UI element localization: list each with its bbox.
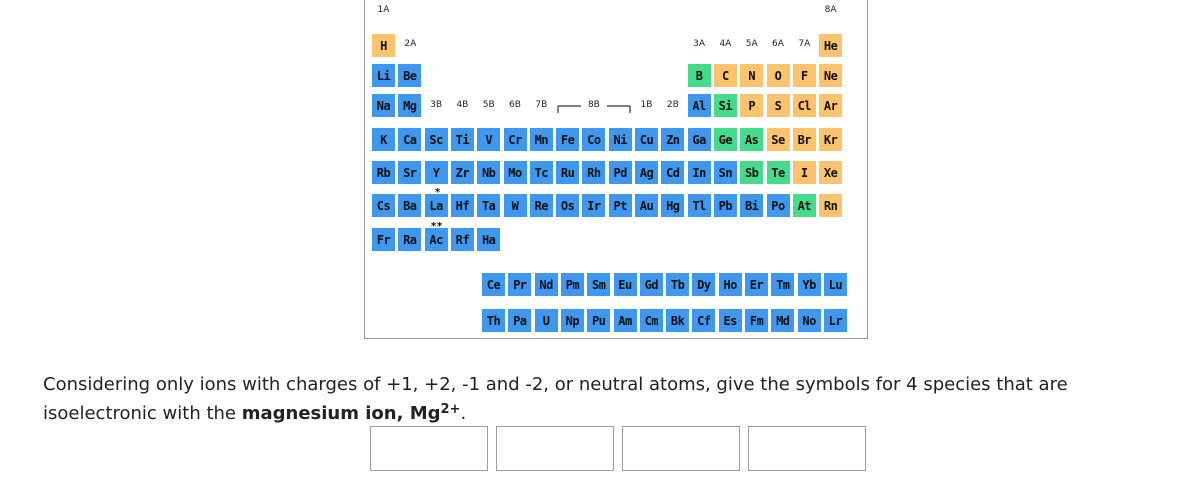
element-pb[interactable]: Pb [714,194,737,217]
element-pt[interactable]: Pt [609,194,632,217]
element-gd[interactable]: Gd [640,273,663,296]
group-label-g8: 8B [587,100,600,110]
element-zn[interactable]: Zn [661,128,684,151]
element-pd[interactable]: Pd [609,161,632,184]
element-mn[interactable]: Mn [530,128,553,151]
element-se[interactable]: Se [767,128,790,151]
group-label-g13: 3A [693,39,706,49]
element-o[interactable]: O [767,64,790,87]
element-hg[interactable]: Hg [661,194,684,217]
element-ge[interactable]: Ge [714,128,737,151]
answer-input-1[interactable] [370,426,488,471]
element-fe[interactable]: Fe [556,128,579,151]
element-os[interactable]: Os [556,194,579,217]
question-end: . [460,403,467,424]
element-dy[interactable]: Dy [692,273,715,296]
group-label-g18: 8A [824,5,837,15]
element-nb[interactable]: Nb [477,161,500,184]
element-pm[interactable]: Pm [561,273,584,296]
group-label-g11: 1B [640,100,653,110]
element-yb[interactable]: Yb [798,273,821,296]
group-label-g14: 4A [719,39,732,49]
element-h[interactable]: H [372,34,395,57]
element-lu[interactable]: Lu [824,273,847,296]
element-n[interactable]: N [740,64,763,87]
element-er[interactable]: Er [745,273,768,296]
element-th[interactable]: Th [482,309,505,332]
element-w[interactable]: W [504,194,527,217]
element-no[interactable]: No [798,309,821,332]
element-sb[interactable]: Sb [740,161,763,184]
element-ho[interactable]: Ho [719,273,742,296]
element-ga[interactable]: Ga [688,128,711,151]
element-fm[interactable]: Fm [745,309,768,332]
element-pa[interactable]: Pa [508,309,531,332]
periodic-table [364,0,868,339]
element-cm[interactable]: Cm [640,309,663,332]
ion-name [242,403,461,424]
group-label-g1: 1A [377,5,390,15]
group-label-g15: 5A [745,39,758,49]
element-sc[interactable]: Sc [425,128,448,151]
element-sn[interactable]: Sn [714,161,737,184]
element-xe[interactable]: Xe [819,161,842,184]
element-re[interactable]: Re [530,194,553,217]
group-8b-bracket [555,104,635,116]
element-eu[interactable]: Eu [614,273,637,296]
element-p[interactable]: P [740,94,763,117]
element-tb[interactable]: Tb [666,273,689,296]
element-am[interactable]: Am [614,309,637,332]
element-hf[interactable]: Hf [451,194,474,217]
element-ra[interactable]: Ra [398,228,421,251]
question-main: Considering only ions with charges of +1, +2, -1 and -2, or neutral atoms, give the symbols for 4 species that are isoelectronic with the [43,374,1068,424]
element-md[interactable]: Md [771,309,794,332]
element-na[interactable]: Na [372,94,395,117]
element-rh[interactable]: Rh [582,161,605,184]
element-ta[interactable]: Ta [477,194,500,217]
element-sm[interactable]: Sm [587,273,610,296]
element-rf[interactable]: Rf [451,228,474,251]
group-label-g17: 7A [798,39,811,49]
group-label-g16: 6A [772,39,784,49]
element-ba[interactable]: Ba [398,194,421,217]
element-s[interactable]: S [767,94,790,117]
element-ne[interactable]: Ne [819,64,842,87]
element-cd[interactable]: Cd [661,161,684,184]
element-cl[interactable]: Cl [793,94,816,117]
ion-charge: 2+ [440,402,461,417]
group-label-g2: 2A [404,39,417,49]
element-co[interactable]: Co [582,128,605,151]
element-ac[interactable]: Ac [425,228,448,251]
element-i[interactable]: I [793,161,816,184]
element-po[interactable]: Po [767,194,790,217]
element-al[interactable]: Al [688,94,711,117]
element-k[interactable]: K [372,128,395,151]
group-label-g7: 7B [535,100,548,110]
element-la[interactable]: La [425,194,448,217]
element-ru[interactable]: Ru [556,161,579,184]
element-bi[interactable]: Bi [740,194,763,217]
element-ir[interactable]: Ir [582,194,605,217]
element-ni[interactable]: Ni [609,128,632,151]
element-pu[interactable]: Pu [587,309,610,332]
element-he[interactable]: He [819,34,842,57]
group-label-g5: 5B [482,100,495,110]
element-in[interactable]: In [688,161,711,184]
answer-input-2[interactable] [496,426,614,471]
element-v[interactable]: V [477,128,500,151]
element-au[interactable]: Au [635,194,658,217]
element-as[interactable]: As [740,128,763,151]
element-tl[interactable]: Tl [688,194,711,217]
element-be[interactable]: Be [398,64,421,87]
element-y[interactable]: Y [425,161,448,184]
element-si[interactable]: Si [714,94,737,117]
element-fr[interactable]: Fr [372,228,395,251]
lanthanide-marker: * [434,187,441,198]
element-c[interactable]: C [714,64,737,87]
answer-input-4[interactable] [748,426,866,471]
element-li[interactable]: Li [372,64,395,87]
element-es[interactable]: Es [719,309,742,332]
element-tm[interactable]: Tm [771,273,794,296]
element-ha[interactable]: Ha [477,228,500,251]
element-mo[interactable]: Mo [504,161,527,184]
element-u[interactable]: U [535,309,558,332]
element-np[interactable]: Np [561,309,584,332]
element-tc[interactable]: Tc [530,161,553,184]
element-kr[interactable]: Kr [819,128,842,151]
element-b[interactable]: B [688,64,711,87]
element-sr[interactable]: Sr [398,161,421,184]
question-text [43,370,1163,428]
element-zr[interactable]: Zr [451,161,474,184]
element-cf[interactable]: Cf [692,309,715,332]
group-label-g6: 6B [509,100,521,110]
element-te[interactable]: Te [767,161,790,184]
element-ce[interactable]: Ce [482,273,505,296]
element-ti[interactable]: Ti [451,128,474,151]
group-label-g12: 2B [666,100,679,110]
element-br[interactable]: Br [793,128,816,151]
element-cr[interactable]: Cr [504,128,527,151]
element-rn[interactable]: Rn [819,194,842,217]
group-label-g4: 4B [456,100,469,110]
element-pr[interactable]: Pr [508,273,531,296]
element-ar[interactable]: Ar [819,94,842,117]
group-label-g3: 3B [430,100,443,110]
element-cs[interactable]: Cs [372,194,395,217]
actinide-marker: ** [430,221,443,232]
element-ca[interactable]: Ca [398,128,421,151]
element-at[interactable]: At [793,194,816,217]
ion-name-text: magnesium ion, Mg [241,403,441,424]
element-ag[interactable]: Ag [635,161,658,184]
answer-input-3[interactable] [622,426,740,471]
element-bk[interactable]: Bk [666,309,689,332]
element-f[interactable]: F [793,64,816,87]
element-lr[interactable]: Lr [824,309,847,332]
element-mg[interactable]: Mg [398,94,421,117]
element-cu[interactable]: Cu [635,128,658,151]
element-nd[interactable]: Nd [535,273,558,296]
element-rb[interactable]: Rb [372,161,395,184]
